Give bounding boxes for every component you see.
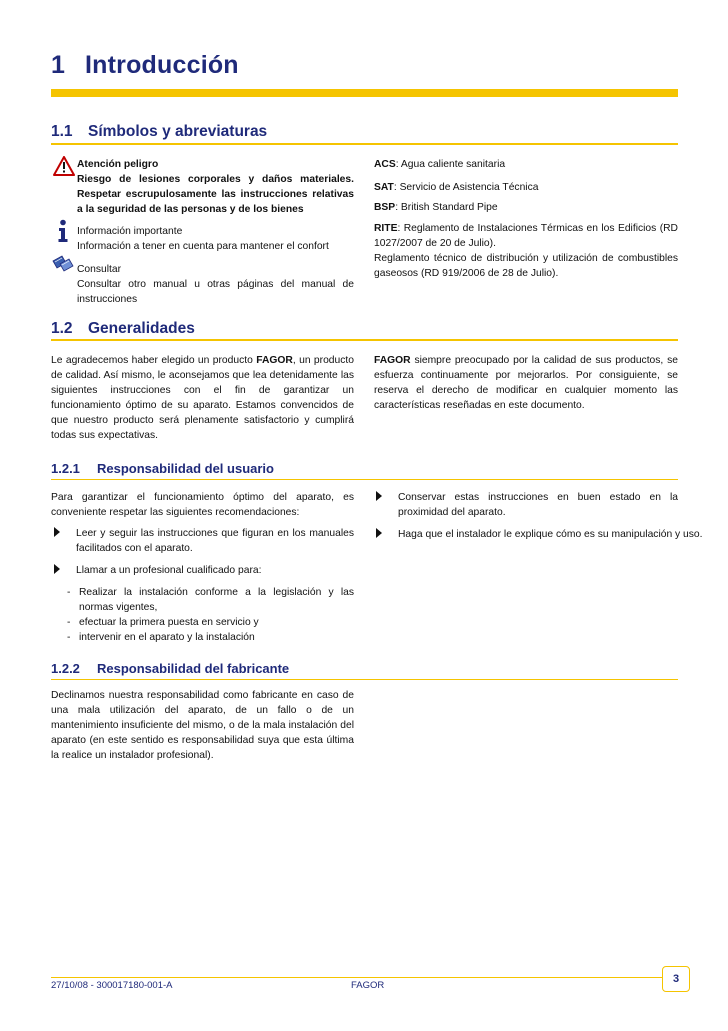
- symbol-warning-text: Riesgo de lesiones corporales y daños materiales. Respetar escrupulosamente las instrucciones relativas a la seguridad de las personas y de los bienes: [77, 174, 354, 215]
- footer-document-code: 27/10/08 - 300017180-001-A: [51, 980, 173, 991]
- section-title: Generalidades: [88, 320, 195, 337]
- list-item: [54, 526, 354, 556]
- section-rule: [51, 339, 678, 341]
- bullet-arrow-icon: [54, 527, 60, 537]
- symbol-consult-text: Consultar otro manual u otras páginas del manual de instrucciones: [77, 279, 354, 305]
- section-1-2-2-heading: [51, 661, 289, 676]
- section-number: 1.2.2: [51, 661, 80, 676]
- list-item: [54, 563, 354, 578]
- section-number: 1.1: [51, 123, 73, 140]
- section-1-2-1-heading: [51, 461, 274, 476]
- list-item: [376, 527, 706, 542]
- dash-item: [67, 585, 354, 615]
- section-rule: [51, 479, 678, 480]
- dash-marker: -: [67, 617, 71, 628]
- chapter-title-text: Introducción: [85, 51, 239, 79]
- abbr-term: SAT: [374, 182, 394, 193]
- abbr-rite: [374, 221, 678, 281]
- generalidades-left-paragraph: [51, 353, 354, 443]
- text: , un producto de calidad. Así mismo, le aconsejamos que lea detenidamente las siguientes instrucciones con el fin de garantizar un funcionamiento óptimo de su aparato. Estamos convencidos de que nuestro producto será plenamente satisfactorio y cumplirá todas sus expectativas.: [51, 355, 354, 441]
- section-number: 1.2: [51, 320, 73, 337]
- abbr-definition: : Servicio de Asistencia Técnica: [393, 182, 539, 193]
- dash-marker: -: [67, 587, 71, 598]
- info-icon: [55, 219, 71, 243]
- user-responsibility-intro: Para garantizar el funcionamiento óptimo del aparato, es conveniente respetar las siguientes recomendaciones:: [51, 492, 354, 518]
- abbr-bsp: [374, 200, 678, 215]
- list-item: [376, 490, 678, 520]
- section-title: Responsabilidad del usuario: [97, 461, 274, 476]
- abbr-definition-continued: Reglamento técnico de distribución y utilización de combustibles gaseosos (RD 919/2006 de 28 de Julio).: [374, 253, 678, 279]
- symbol-info-title: Información importante: [77, 226, 183, 237]
- page-number: 3: [662, 966, 690, 992]
- abbr-definition: : Agua caliente sanitaria: [395, 159, 506, 170]
- abbr-term: ACS: [374, 159, 396, 170]
- text: siempre preocupado por la calidad de sus productos, se esfuerza continuamente por mejorarlos. Por consiguiente, se reserva el derecho de modificar en cualquier momento las características reseñadas en este documento.: [374, 355, 678, 411]
- dash-item-text: Realizar la instalación conforme a la legislación y las normas vigentes,: [79, 587, 354, 613]
- dash-item: [67, 630, 354, 645]
- dash-item: [67, 615, 354, 630]
- chapter-rule: [51, 89, 678, 97]
- footer-brand: FAGOR: [351, 980, 385, 991]
- list-item-text: Llamar a un profesional cualificado para:: [76, 565, 262, 576]
- section-rule: [51, 143, 678, 145]
- text: Le agradecemos haber elegido un producto: [51, 355, 257, 366]
- section-number: 1.2.1: [51, 461, 80, 476]
- dash-item-text: efectuar la primera puesta en servicio y: [79, 617, 259, 628]
- manufacturer-responsibility-paragraph: Declinamos nuestra responsabilidad como fabricante en caso de una mala utilización del aparato, de un fallo o de un mantenimiento insuficiente del mismo, o de la mala instalación del aparato (en este sentido es responsabilidad suya que esta última la realice un instalador profesional).: [51, 690, 354, 761]
- symbol-info-text: Información a tener en cuenta para mantener el confort: [77, 241, 329, 252]
- section-title: Símbolos y abreviaturas: [88, 123, 268, 140]
- section-1-1-heading: [51, 123, 267, 141]
- brand-name: FAGOR: [256, 355, 293, 366]
- abbr-term: RITE: [374, 223, 398, 234]
- abbr-term: BSP: [374, 202, 396, 213]
- consult-manual-icon: [50, 255, 76, 273]
- footer-rule: [51, 977, 678, 978]
- bullet-arrow-icon: [376, 491, 382, 501]
- dash-item-text: intervenir en el aparato y la instalación: [79, 632, 255, 643]
- list-item-text: Conservar estas instrucciones en buen estado en la proximidad del aparato.: [398, 492, 678, 518]
- bullet-arrow-icon: [54, 564, 60, 574]
- symbol-warning-title: Atención peligro: [77, 159, 159, 170]
- list-item-text: Leer y seguir las instrucciones que figuran en los manuales facilitados con el aparato.: [76, 528, 354, 554]
- abbr-sat: [374, 180, 678, 195]
- generalidades-right-paragraph: [374, 353, 678, 413]
- abbr-definition: : British Standard Pipe: [395, 202, 498, 213]
- abbr-acs: [374, 157, 678, 172]
- section-title: Responsabilidad del fabricante: [97, 661, 290, 676]
- list-item-text: Haga que el instalador le explique cómo es su manipulación y uso.: [398, 529, 703, 540]
- section-1-2-heading: [51, 320, 195, 338]
- section-rule: [51, 679, 678, 680]
- brand-name: FAGOR: [374, 355, 411, 366]
- warning-triangle-icon: [53, 156, 75, 176]
- dash-marker: -: [67, 632, 71, 643]
- abbr-definition: : Reglamento de Instalaciones Térmicas en los Edificios (RD 1027/2007 de 20 de Julio).: [374, 223, 678, 249]
- bullet-arrow-icon: [376, 528, 382, 538]
- chapter-number: 1: [51, 51, 66, 79]
- symbol-consult-title: Consultar: [77, 264, 122, 275]
- chapter-title: [51, 51, 239, 80]
